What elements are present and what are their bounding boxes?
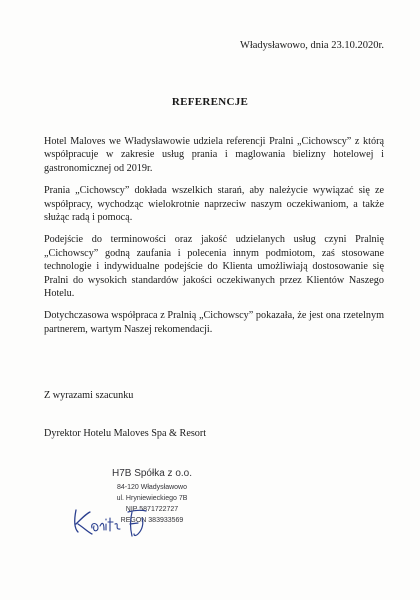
stamp-address-2: ul. Hryniewieckiego 7B [116, 495, 188, 502]
stamp-nip: NIP 5871722727 [125, 506, 179, 513]
paragraph-3: Podejście do terminowości oraz jakość udzielanych usług czyni Pralnię „Cichowscy” godną zaufania i polecenia innym podmiotom, zaś stosowane technologie i indywidualne podejście do Klienta umożliwiają dostosowanie się Pralni do wysokich standardów jakości oczekiwanych przez Klientów Naszego Hotelu. [44, 234, 384, 300]
stamp-company: H7B Spółka z o.o. [111, 468, 193, 479]
letter-title: REFERENCJE [171, 96, 249, 108]
stamp-address-1: 84-120 Władysławowo [116, 484, 188, 491]
letter-date: Władysławowo, dnia 23.10.2020r. [239, 40, 384, 51]
stamp-regon: REGON 383933569 [120, 517, 184, 524]
paragraph-2: Prania „Cichowscy” dokłada wszelkich starań, aby należycie wywiązać się ze współpracy, wychodząc wielokrotnie naprzeciw naszym oczekiwaniom, a także służąc radą i pomocą. [44, 185, 384, 224]
paragraph-1: Hotel Maloves we Władysławowie udziela referencji Pralni „Cichowscy” z którą współpracuje w zakresie usług prania i maglowania bielizny hotelowej i gastronomicznej od 2019r. [44, 136, 384, 174]
closing-line: Z wyrazami szacunku [44, 390, 134, 401]
paragraph-4: Dotychczasowa współpraca z Pralnią „Cichowscy” pokazała, że jest ona rzetelnym partnerem, wartym Naszej rekomendacji. [44, 310, 384, 335]
director-title: Dyrektor Hotelu Maloves Spa & Resort [44, 428, 207, 439]
letter-body [44, 135, 384, 345]
handwritten-signature [70, 502, 170, 542]
